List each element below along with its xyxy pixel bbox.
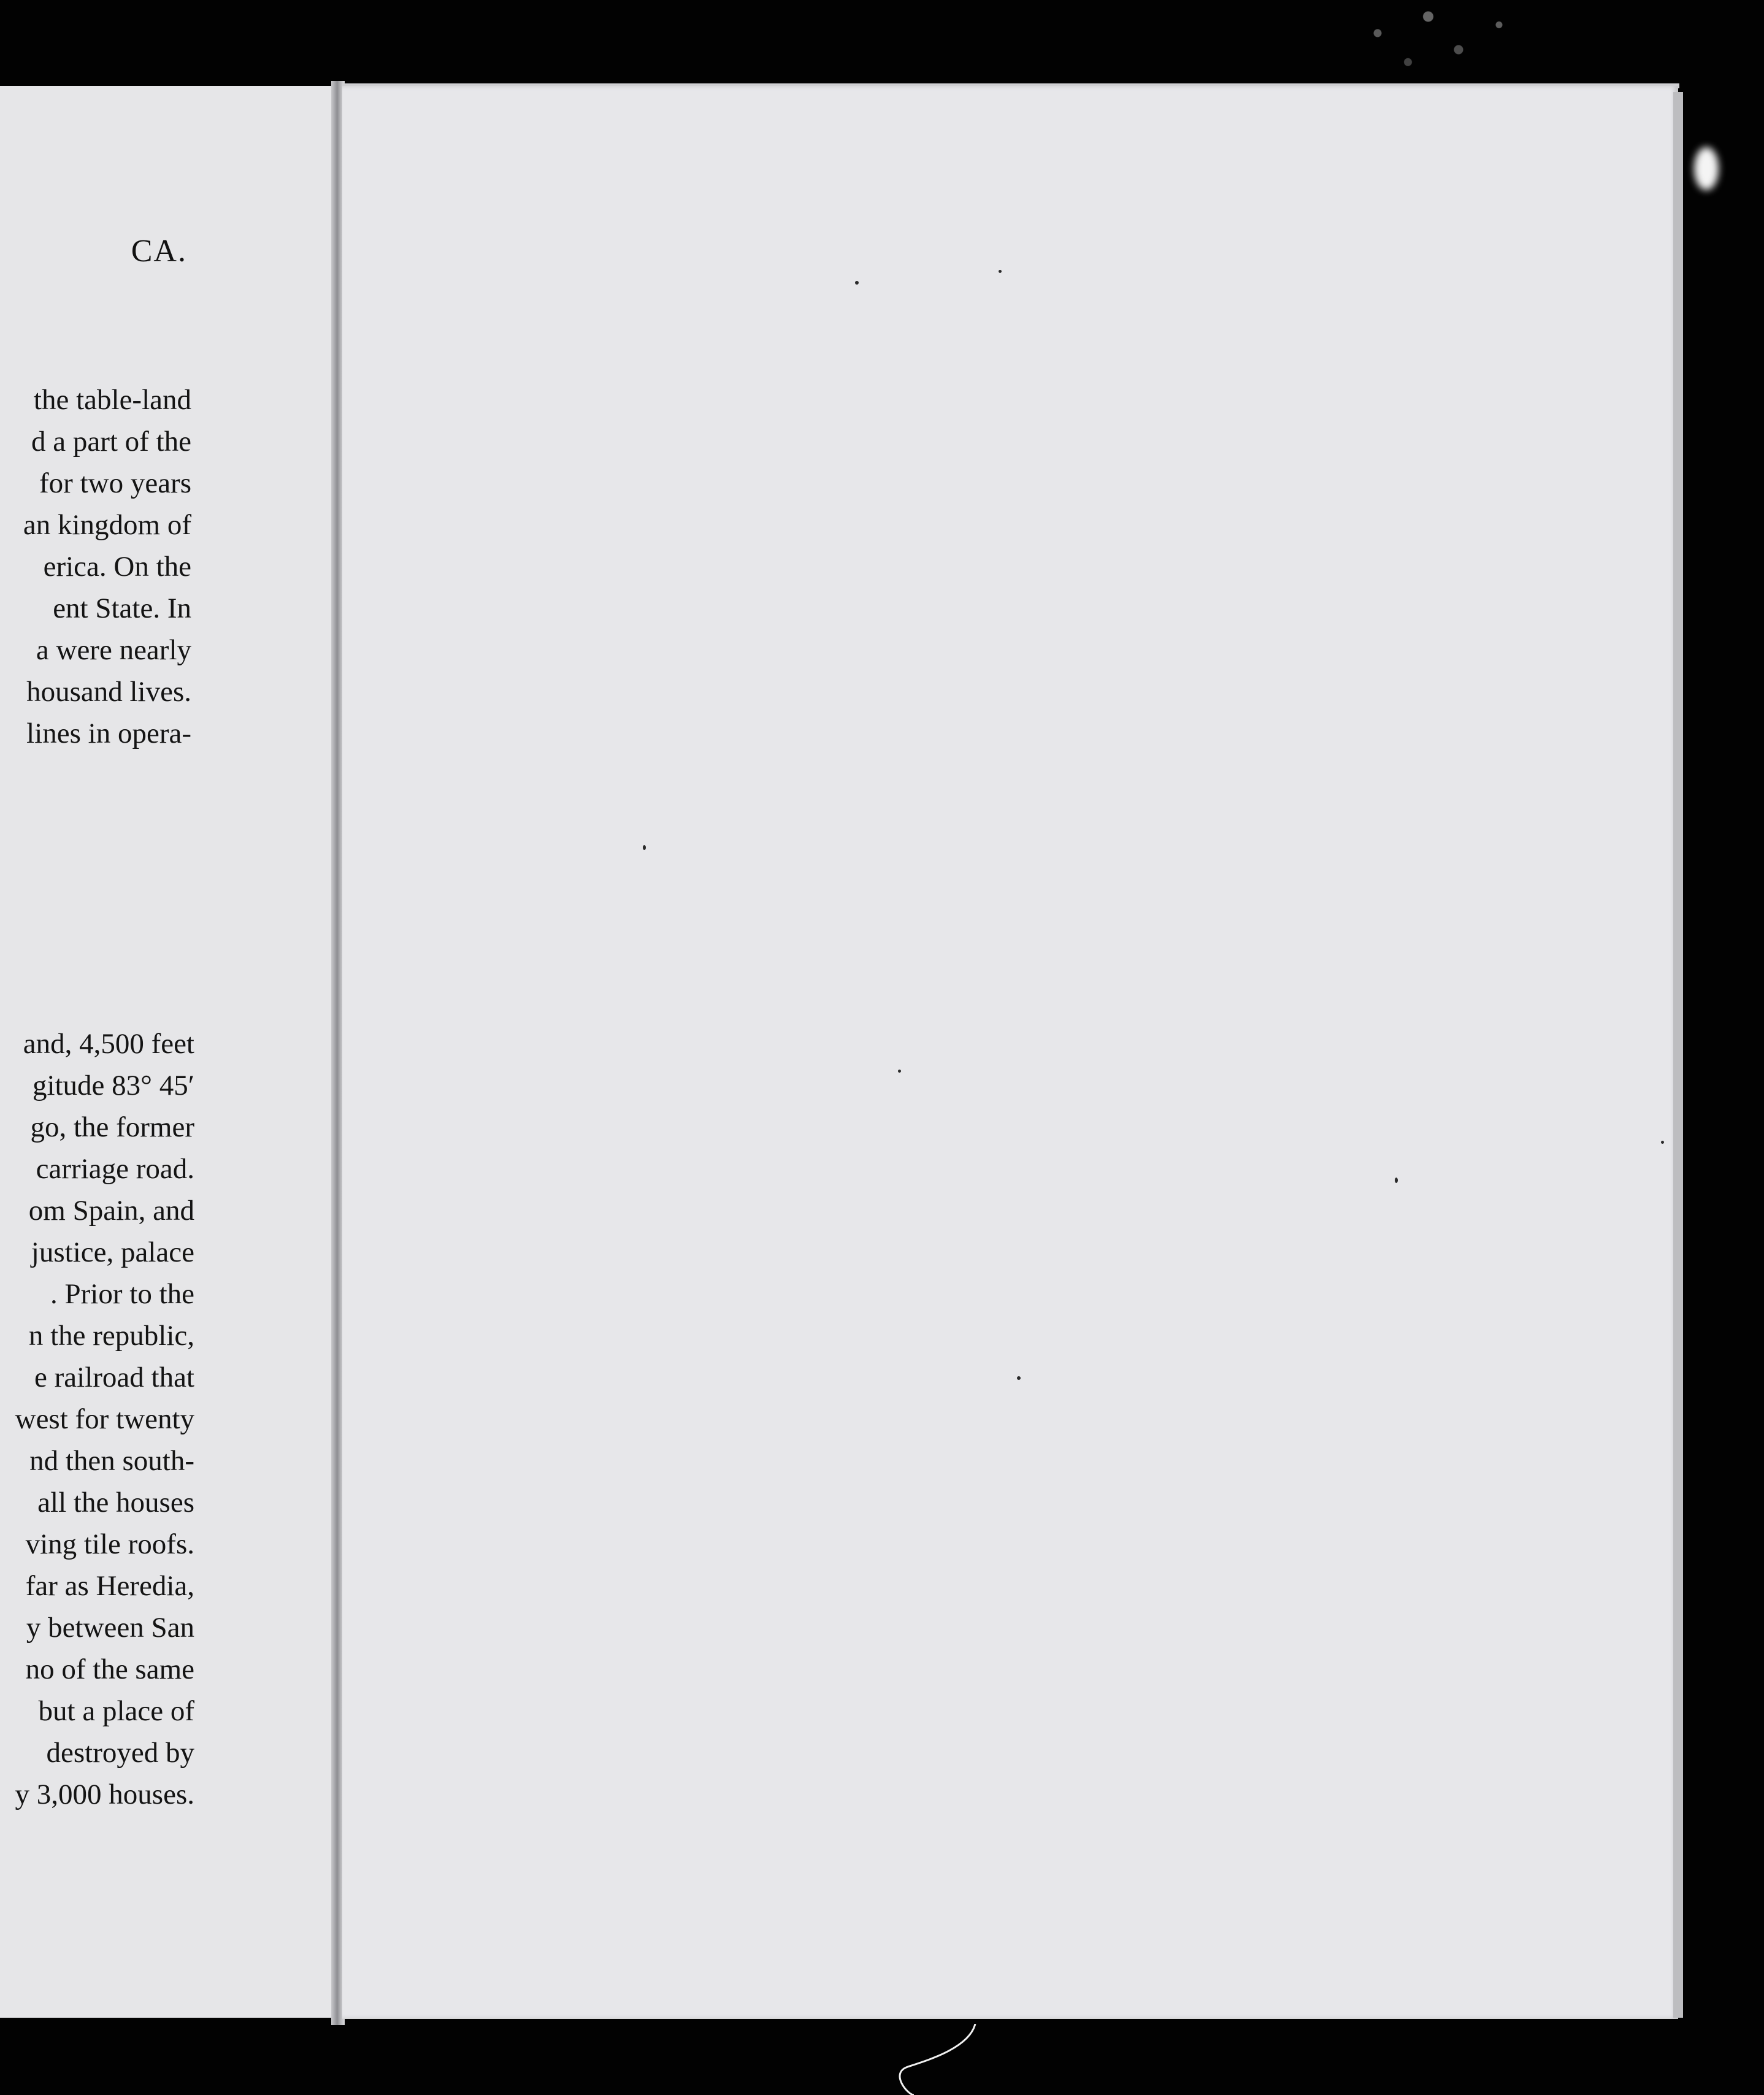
- text-line: far as Heredia,: [25, 1570, 194, 1602]
- text-line: housand lives.: [26, 676, 191, 708]
- text-line: om Spain, and: [28, 1195, 194, 1227]
- text-line: all the houses: [37, 1487, 194, 1519]
- text-line: destroyed by: [46, 1737, 194, 1769]
- right-blank-page: [342, 86, 1678, 2019]
- text-line: y between San: [26, 1612, 194, 1644]
- text-line: and, 4,500 feet: [23, 1028, 194, 1060]
- text-line: carriage road.: [36, 1153, 194, 1185]
- paper-speck: [1395, 1178, 1398, 1183]
- text-line: west for twenty: [15, 1403, 194, 1435]
- text-line: lines in opera-: [26, 718, 191, 749]
- text-line: for two years: [39, 467, 191, 499]
- paper-speck: [1661, 1141, 1664, 1144]
- paper-speck: [898, 1070, 901, 1073]
- paragraph-1: [23, 379, 191, 754]
- text-line: justice, palace: [31, 1236, 194, 1268]
- text-line: n the republic,: [28, 1320, 194, 1352]
- paper-speck: [643, 845, 646, 850]
- text-line: the table-land: [33, 384, 191, 416]
- text-line: erica. On the: [43, 551, 191, 583]
- text-line: no of the same: [25, 1653, 194, 1685]
- paragraph-2: [15, 1023, 194, 1815]
- paper-speck: [855, 281, 859, 285]
- text-line: go, the former: [30, 1111, 194, 1143]
- text-line: e railroad that: [34, 1362, 194, 1393]
- left-page: [0, 86, 340, 2018]
- text-line: but a place of: [38, 1695, 194, 1727]
- scan-noise: [1337, 0, 1540, 83]
- text-line: gitude 83° 45′: [32, 1070, 194, 1101]
- text-line: nd then south-: [29, 1445, 194, 1477]
- text-line: y 3,000 houses.: [15, 1779, 194, 1810]
- text-line: d a part of the: [31, 426, 191, 458]
- text-line: ent State. In: [53, 592, 191, 624]
- paper-speck: [1017, 1376, 1021, 1380]
- text-line: ving tile roofs.: [25, 1528, 194, 1560]
- paper-speck: [999, 270, 1002, 273]
- right-page-edge: [1673, 92, 1683, 2018]
- page-heading: CA.: [131, 234, 187, 269]
- text-line: a were nearly: [36, 634, 191, 666]
- text-line: . Prior to the: [50, 1278, 194, 1310]
- text-line: an kingdom of: [23, 509, 191, 541]
- paper-fiber: [816, 2024, 1000, 2095]
- scan-glare: [1694, 147, 1719, 190]
